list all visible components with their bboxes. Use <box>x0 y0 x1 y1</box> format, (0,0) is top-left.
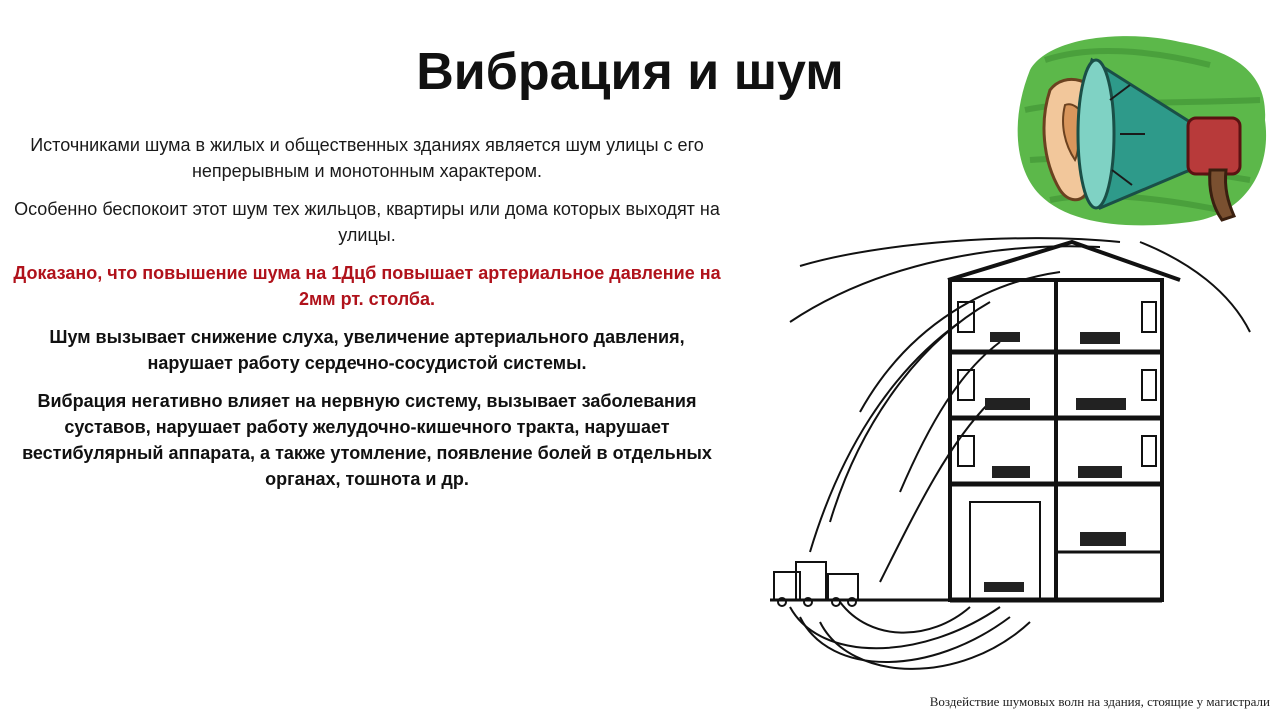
text-column <box>12 132 722 504</box>
figure-caption: Воздействие шумовых волн на здания, стоящие у магистрали <box>929 694 1270 709</box>
paragraph-noise-sources: Источниками шума в жилых и общественных зданиях является шум улицы с его непрерывным и монотонным характером. <box>30 135 704 181</box>
building-noise-illustration <box>760 222 1260 690</box>
ear-loudspeaker-illustration <box>1010 30 1272 230</box>
slide-title: Вибрация и шум <box>416 43 844 101</box>
paragraph-vibration-effects: Вибрация негативно влияет на нервную систему, вызывает заболевания суставов, нарушает работу желудочно-кишечного тракта, нарушает вестибулярный аппарата, а также утомление, появление болей в отдельных органах, тошнота и др. <box>22 391 712 489</box>
paragraph-noise-effects: Шум вызывает снижение слуха, увеличение артериального давления, нарушает работу сердечно-сосудистой системы. <box>49 327 685 373</box>
paragraph-blood-pressure-fact: Доказано, что повышение шума на 1Дцб повышает артериальное давление на 2мм рт. столба. <box>13 263 721 309</box>
paragraph-residents: Особенно беспокоит этот шум тех жильцов, квартиры или дома которых выходят на улицы. <box>14 199 720 245</box>
